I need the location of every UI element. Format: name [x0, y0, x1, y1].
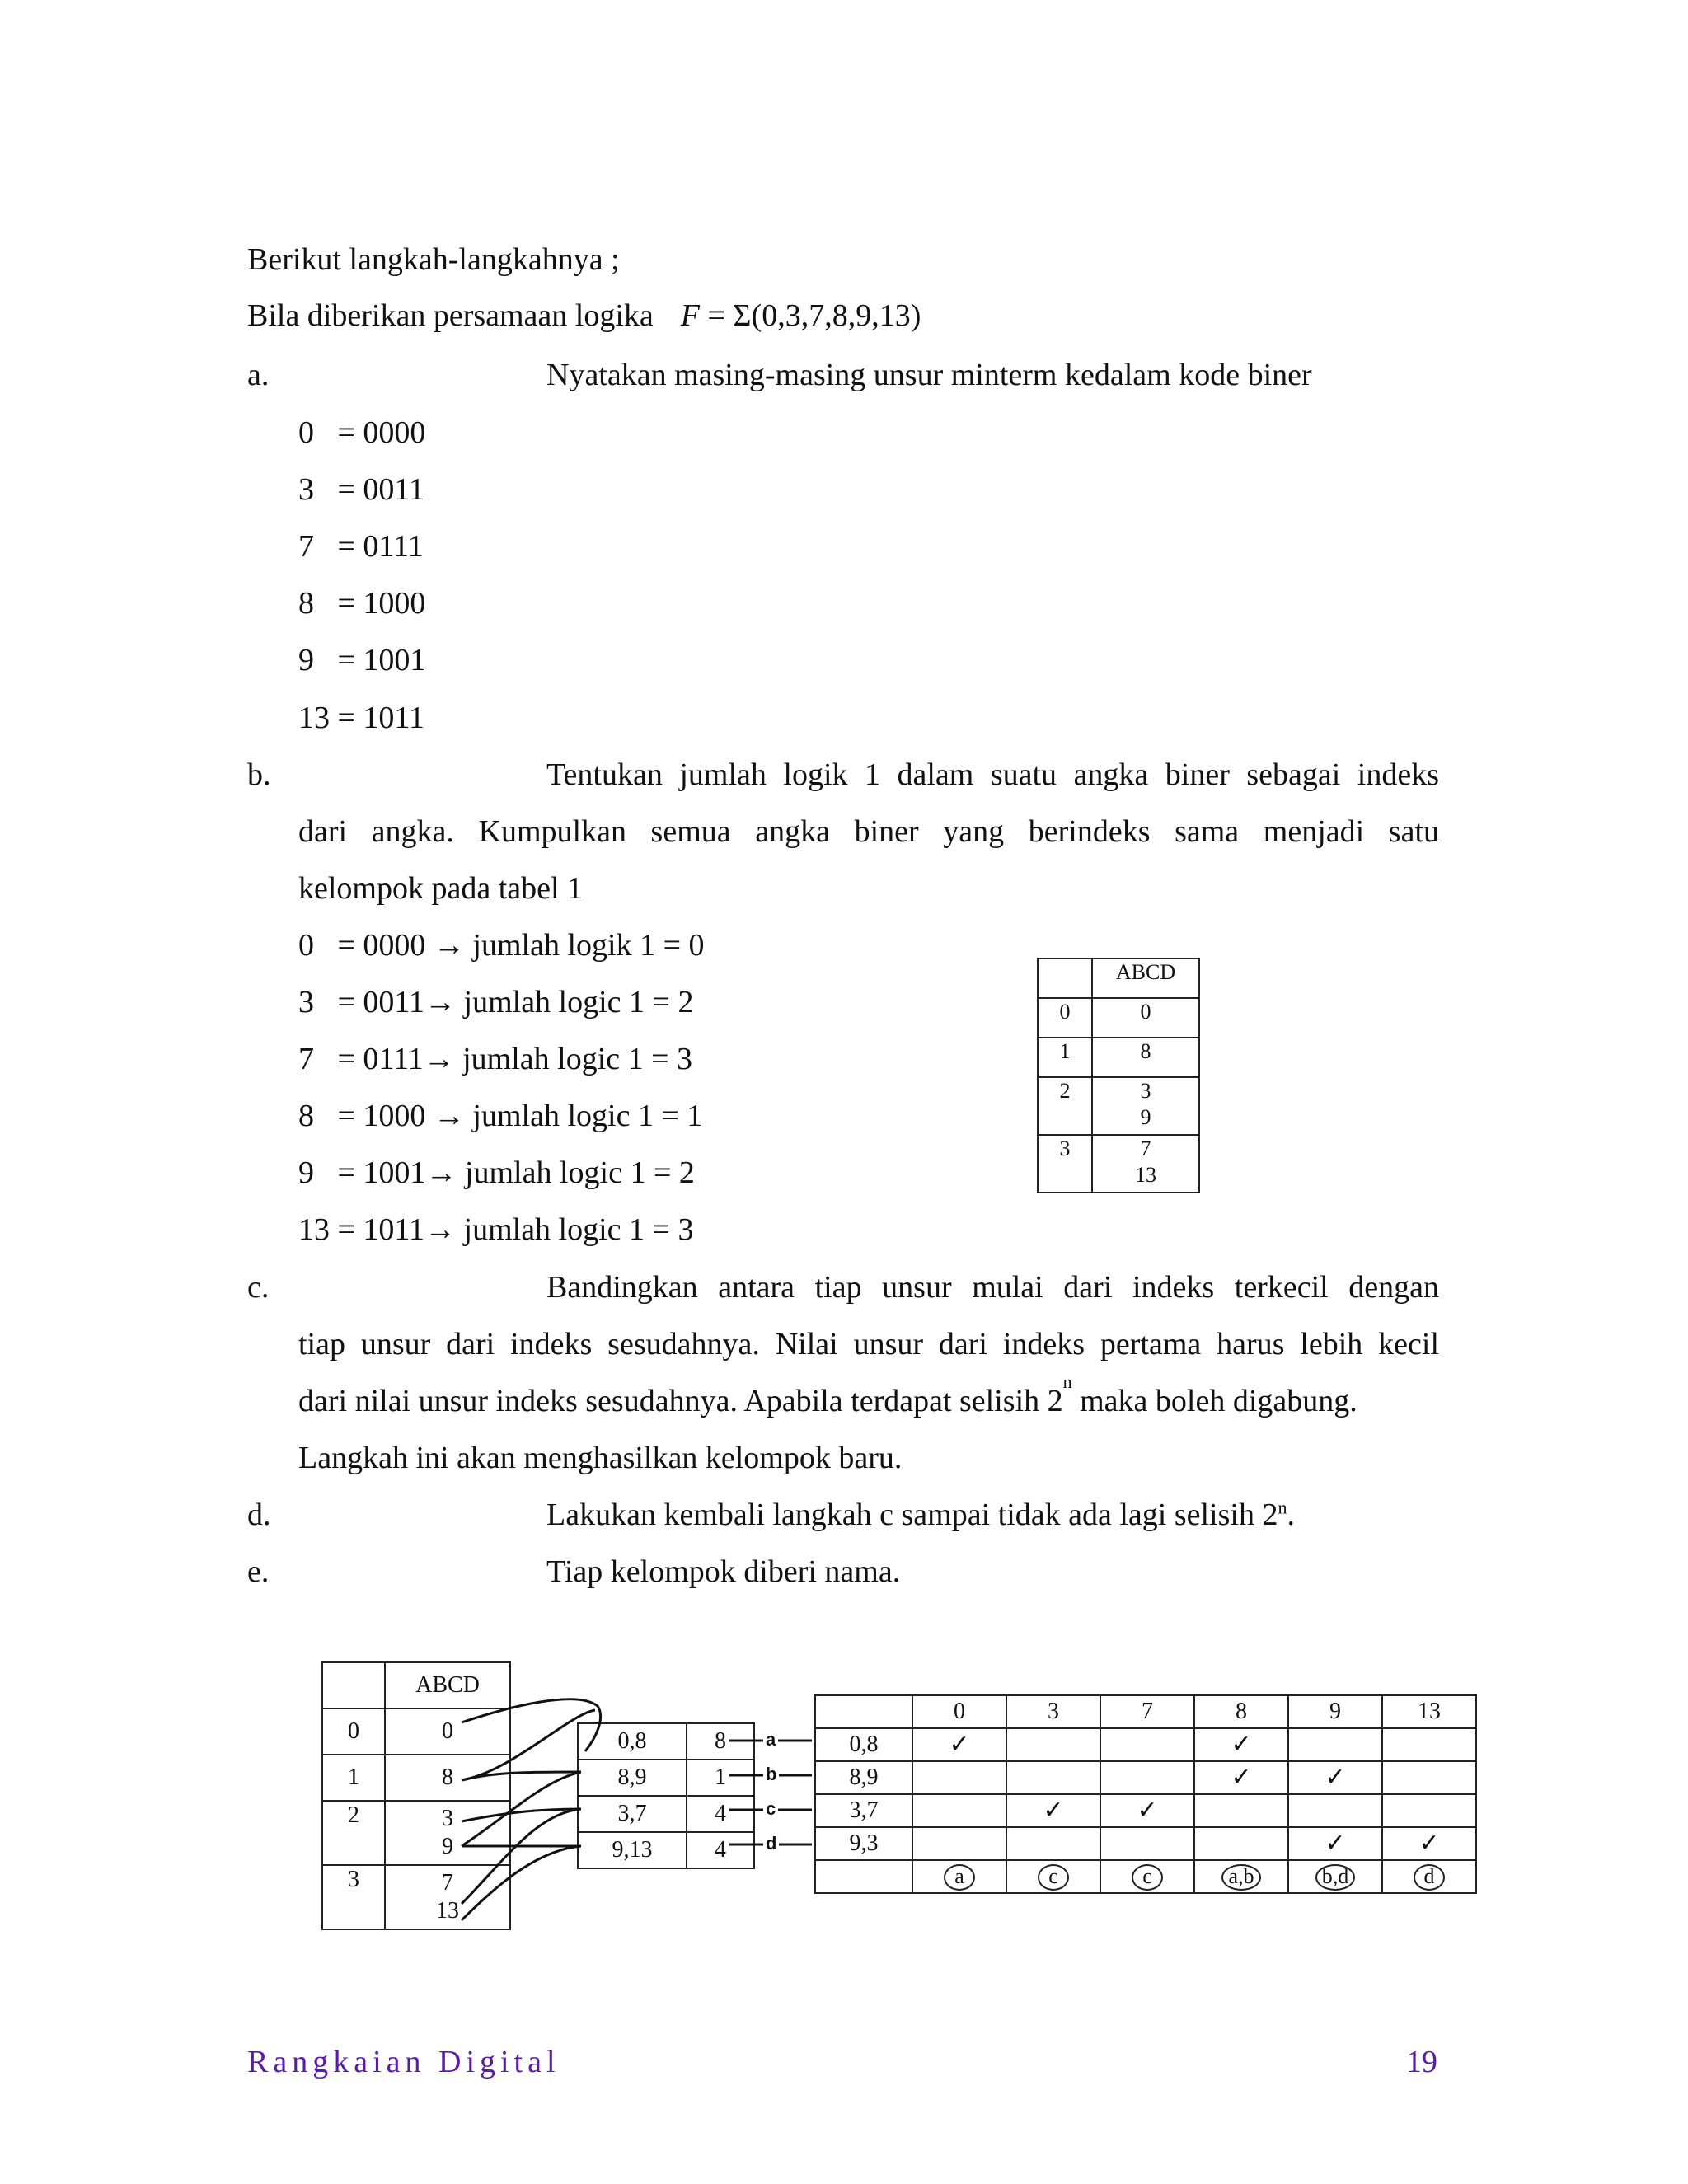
- chart-col-header: 0: [912, 1695, 1006, 1728]
- chart-col-header: 9: [1288, 1695, 1382, 1728]
- chart-cell: [1100, 1761, 1194, 1794]
- chart-cell: [1382, 1728, 1476, 1761]
- logic-count-row: 9 = 1001→ jumlah logic 1 = 2: [298, 1155, 695, 1190]
- group-pair: 9,13: [578, 1832, 687, 1868]
- diagram-table-index: 1: [322, 1755, 385, 1801]
- chart-col-header: 7: [1100, 1695, 1194, 1728]
- step-c-line4: Langkah ini akan menghasilkan kelompok baru.: [298, 1441, 903, 1475]
- chart-row-name: 0,8: [815, 1728, 912, 1761]
- table1-index: 2: [1038, 1077, 1092, 1135]
- step-c-letter: c.: [247, 1270, 270, 1305]
- minterm-row: 3 = 0011: [298, 472, 425, 507]
- logic-count-row: 3 = 0011→ jumlah logic 1 = 2: [298, 985, 694, 1019]
- group-pair: 3,7: [578, 1796, 687, 1832]
- logic-count-row: 7 = 0111→ jumlah logic 1 = 3: [298, 1042, 693, 1076]
- chart-row-name: 8,9: [815, 1761, 912, 1794]
- table1-values: 3 9: [1092, 1077, 1199, 1135]
- step-b-line3: kelompok pada tabel 1: [298, 871, 584, 906]
- check-mark-icon: ✓: [1137, 1795, 1158, 1825]
- group-label-c: c: [763, 1798, 778, 1820]
- cover-cell: [1100, 1860, 1194, 1893]
- cover-cell: [912, 1860, 1006, 1893]
- check-mark-icon: ✓: [1325, 1762, 1346, 1792]
- chart-cell: [1006, 1794, 1100, 1827]
- minterm-row: 13 = 1011: [298, 701, 425, 735]
- chart-cell: [1194, 1728, 1288, 1761]
- diagram-table-values: 8: [385, 1755, 510, 1801]
- chart-cell: [1100, 1794, 1194, 1827]
- minterm-row: 8 = 1000: [298, 586, 426, 621]
- cover-circle: d: [1414, 1864, 1445, 1891]
- chart-cell: [1006, 1827, 1100, 1860]
- chart-cell: [912, 1761, 1006, 1794]
- chart-col-header: 13: [1382, 1695, 1476, 1728]
- chart-cell: [1194, 1827, 1288, 1860]
- chart-cell: [1100, 1827, 1194, 1860]
- step-e-text: Tiap kelompok diberi nama.: [546, 1554, 901, 1589]
- given-prefix: Bila diberikan persamaan logika: [247, 298, 654, 333]
- prime-implicant-chart: [814, 1694, 1477, 1894]
- check-mark-icon: ✓: [1231, 1729, 1252, 1759]
- logic-count-row: 8 = 1000 → jumlah logic 1 = 1: [298, 1099, 703, 1133]
- chart-cell: [912, 1728, 1006, 1761]
- step-b-line1: Tentukan jumlah logik 1 dalam suatu angka biner sebagai indeks: [546, 757, 1439, 792]
- chart-row-name: 9,3: [815, 1827, 912, 1860]
- logic-count-row: 0 = 0000 → jumlah logik 1 = 0: [298, 928, 705, 963]
- diagram-table-values: 3 9: [385, 1801, 510, 1865]
- chart-cell: [1382, 1761, 1476, 1794]
- footer-title: Rangkaian Digital: [247, 2045, 560, 2079]
- chart-cell: [1382, 1794, 1476, 1827]
- exponent-n: n: [1062, 1371, 1072, 1392]
- chart-cell: [1288, 1794, 1382, 1827]
- table1-values: 8: [1092, 1038, 1199, 1077]
- minterm-row: 7 = 0111: [298, 529, 424, 564]
- connector-7-to-37: [462, 1809, 581, 1904]
- check-mark-icon: ✓: [1325, 1828, 1346, 1858]
- step-d-main: Lakukan kembali langkah c sampai tidak ada lagi selisih 2: [546, 1497, 1278, 1532]
- formula-f: F: [680, 298, 700, 333]
- step-c-line1: Bandingkan antara tiap unsur mulai dari indeks terkecil dengan: [546, 1270, 1439, 1305]
- step-b-letter: b.: [247, 757, 271, 792]
- table1-header: ABCD: [1092, 958, 1199, 998]
- formula-rest: = Σ(0,3,7,8,9,13): [700, 298, 921, 333]
- page-number: 19: [1406, 2045, 1437, 2079]
- diagram-table-header: ABCD: [385, 1662, 510, 1708]
- cover-circle: c: [1038, 1864, 1069, 1891]
- chart-cell: [1382, 1827, 1476, 1860]
- chart-cell: [912, 1794, 1006, 1827]
- step-c-line3b: maka boleh digabung.: [1071, 1384, 1357, 1418]
- group-diff: 4: [687, 1796, 754, 1832]
- check-mark-icon: ✓: [1231, 1762, 1252, 1792]
- step-b-line2: dari angka. Kumpulkan semua angka biner yang berindeks sama menjadi satu: [298, 814, 1439, 849]
- group-diff: 4: [687, 1832, 754, 1868]
- table1-index: 3: [1038, 1135, 1092, 1193]
- table1-index: 1: [1038, 1038, 1092, 1077]
- step-d-tail: .: [1287, 1497, 1295, 1532]
- step-a-letter: a.: [247, 358, 270, 392]
- chart-row: [815, 1827, 1476, 1860]
- group-pair: 8,9: [578, 1760, 687, 1796]
- chart-cell: [1006, 1728, 1100, 1761]
- cover-circle: a: [944, 1864, 975, 1891]
- exponent-n: n: [1278, 1497, 1287, 1518]
- check-mark-icon: ✓: [1043, 1795, 1064, 1825]
- chart-cell: [1288, 1728, 1382, 1761]
- cover-circle: b,d: [1315, 1864, 1355, 1891]
- cover-row-label: [815, 1860, 912, 1893]
- cover-circle: a,b: [1221, 1864, 1261, 1891]
- minterm-row: 9 = 1001: [298, 643, 426, 677]
- chart-cell: [1288, 1827, 1382, 1860]
- cover-cell: [1194, 1860, 1288, 1893]
- cover-cell: [1288, 1860, 1382, 1893]
- group-label-a: a: [763, 1729, 778, 1750]
- step-c-line3a: dari nilai unsur indeks sesudahnya. Apabila terdapat selisih 2: [298, 1384, 1063, 1418]
- step-e-letter: e.: [247, 1554, 270, 1589]
- group-pair: 0,8: [578, 1723, 687, 1760]
- chart-col-header: 3: [1006, 1695, 1100, 1728]
- cover-cell: [1382, 1860, 1476, 1893]
- connector-3-to-37: [462, 1809, 581, 1821]
- group-label-b: b: [763, 1764, 779, 1785]
- cover-circle: c: [1132, 1864, 1163, 1891]
- diagram-table-index: 0: [322, 1708, 385, 1755]
- chart-row: [815, 1728, 1476, 1761]
- cover-cell: [1006, 1860, 1100, 1893]
- table1-index: 0: [1038, 998, 1092, 1038]
- group-diff: 1: [687, 1760, 754, 1796]
- minterm-row: 0 = 0000: [298, 415, 426, 450]
- diagram-table-values: 7 13: [385, 1865, 510, 1929]
- diagram-table-index: 2: [322, 1801, 385, 1865]
- chart-col-header: 8: [1194, 1695, 1288, 1728]
- chart-cell: [1194, 1761, 1288, 1794]
- intro-text: Berikut langkah-langkahnya ;: [247, 242, 620, 277]
- chart-cell: [1006, 1761, 1100, 1794]
- diagram-table-index: 3: [322, 1865, 385, 1929]
- chart-row: [815, 1794, 1476, 1827]
- step-a-text: Nyatakan masing-masing unsur minterm kedalam kode biner: [546, 358, 1312, 392]
- chart-row: [815, 1761, 1476, 1794]
- table1-values: 0: [1092, 998, 1199, 1038]
- chart-cell: [1100, 1728, 1194, 1761]
- group-diff: 8: [687, 1723, 754, 1760]
- check-mark-icon: ✓: [1418, 1828, 1440, 1858]
- chart-row-name: 3,7: [815, 1794, 912, 1827]
- chart-corner: [815, 1695, 912, 1728]
- connector-0-to-08: [462, 1699, 601, 1751]
- step-c-line2: tiap unsur dari indeks sesudahnya. Nilai unsur dari indeks pertama harus lebih kecil: [298, 1327, 1439, 1361]
- connector-8-to-08: [462, 1710, 595, 1780]
- step-d-letter: d.: [247, 1497, 271, 1532]
- chart-cell: [912, 1827, 1006, 1860]
- chart-cell: [1288, 1761, 1382, 1794]
- chart-cell: [1194, 1794, 1288, 1827]
- table1-values: 7 13: [1092, 1135, 1199, 1193]
- check-mark-icon: ✓: [949, 1729, 970, 1759]
- group-label-d: d: [763, 1833, 779, 1854]
- chart-body: [815, 1728, 1476, 1860]
- logic-count-row: 13 = 1011→ jumlah logic 1 = 3: [298, 1212, 694, 1247]
- diagram-table-values: 0: [385, 1708, 510, 1755]
